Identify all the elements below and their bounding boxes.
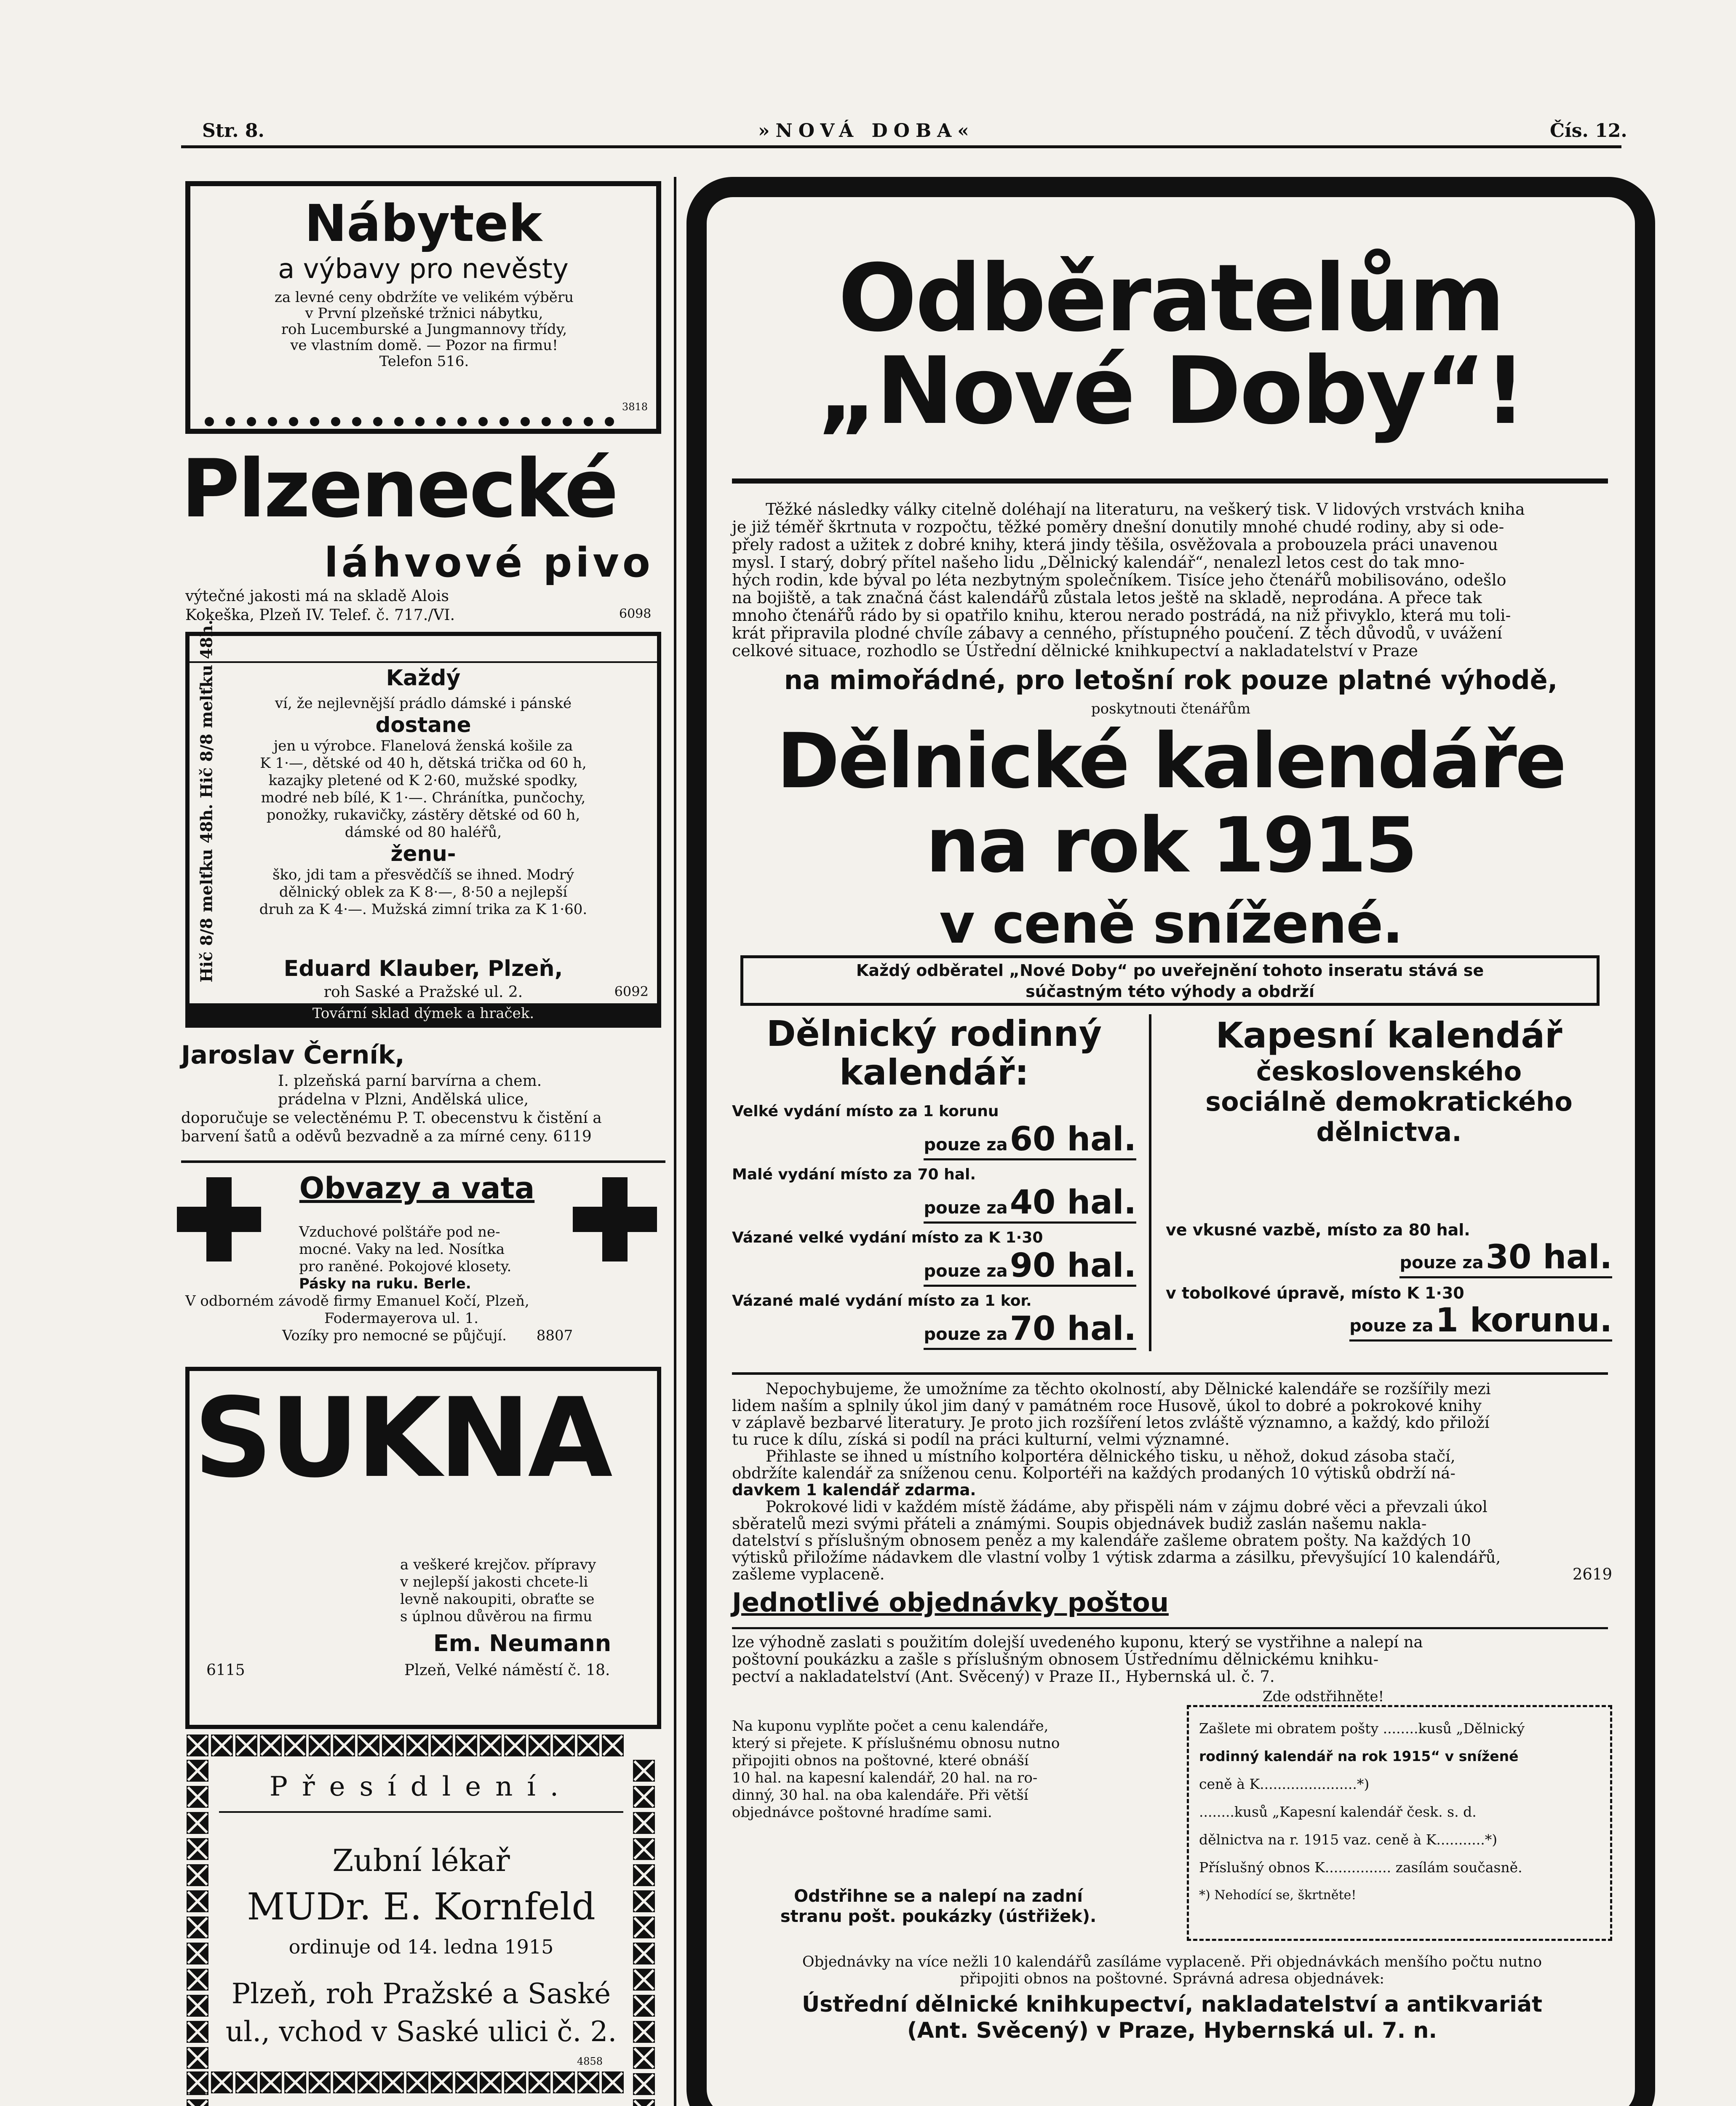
coupon-line: rodinný kalendář na rok 1915“ v snížené bbox=[1199, 1748, 1519, 1764]
klauber-line: dělnický oblek za K 8·—, 8·50 a nejlepší bbox=[279, 884, 568, 901]
para2-line: výtisků přiložíme nádavkem dle vlastní volby 1 výtisk zdarma a zásilku, převyšující 10 kalendářů, bbox=[732, 1548, 1501, 1566]
price-row bbox=[1166, 1221, 1612, 1284]
intro-line: celkové situace, rozhodlo se Ústřední dělnické knihkupectví a nakladatelství v Praze bbox=[732, 641, 1418, 660]
header-rule bbox=[181, 145, 1621, 148]
para3-line: pectví a nakladatelství (Ant. Svěcený) v Praze II., Hybernská ul. č. 7. bbox=[732, 1668, 1275, 1686]
klauber-ad bbox=[185, 620, 661, 1028]
price-value: 70 hal. bbox=[1010, 1310, 1136, 1348]
para2-code: 2619 bbox=[1572, 1565, 1612, 1583]
big-headline: na rok 1915 bbox=[925, 802, 1416, 890]
price-label: Vázané velké vydání místo za K 1·30 bbox=[732, 1229, 1043, 1246]
nabytek-ad bbox=[185, 181, 661, 434]
cut-note: Zde odstřihněte! bbox=[1263, 1688, 1384, 1705]
footer-line: připojiti obnos na poštovné. Správná adresa objednávek: bbox=[959, 1970, 1385, 1987]
kornfeld-l3: ordinuje od 14. ledna 1915 bbox=[288, 1935, 554, 1958]
klauber-line: ví, že nejlevnější prádlo dámské i pánské bbox=[275, 695, 572, 712]
para2-line: tu ruce k dílu, získá si podíl na práci kulturní, velmi významné. bbox=[732, 1430, 1230, 1449]
kornfeld-code: 4858 bbox=[577, 2055, 603, 2067]
nabytek-dots bbox=[199, 417, 620, 428]
price-value: 30 hal. bbox=[1485, 1238, 1612, 1276]
intro-line: Těžké následky války citelně doléhají na literaturu, na veškerý tisk. V lidových vrstvách kniha bbox=[766, 500, 1525, 518]
col1-title: kalendář: bbox=[839, 1052, 1029, 1093]
kornfeld-border-right bbox=[632, 1759, 657, 2106]
price-pouze: pouze za bbox=[924, 1261, 1008, 1281]
coupon-line: ........kusů „Kapesní kalendář česk. s. d. bbox=[1199, 1804, 1477, 1820]
price-pouze: pouze za bbox=[924, 1325, 1008, 1344]
intro-line: hých rodin, kde býval po léta nezbytným společníkem. Tisíce jeho čtenářů mobilisováno, odešlo bbox=[732, 571, 1506, 589]
obvazy-line: Fodermayerova ul. 1. bbox=[324, 1310, 479, 1327]
kornfeld-border-bottom bbox=[185, 2070, 625, 2096]
jednotlive-heading: Jednotlivé objednávky poštou bbox=[732, 1587, 1169, 1618]
page-number: Str. 8. bbox=[202, 120, 264, 142]
sukna-neumann-firm: Em. Neumann bbox=[433, 1630, 612, 1657]
kornfeld-l5: ul., vchod v Saské ulici č. 2. bbox=[225, 2015, 617, 2048]
klauber-line: dámské od 80 haléřů, bbox=[345, 824, 502, 841]
coupon-left-line: objednávce poštovné hradíme sami. bbox=[732, 1804, 992, 1821]
para2-line: Nepochybujeme, že umožníme za těchto okolností, aby Dělnické kalendáře se rozšířily mezi bbox=[766, 1380, 1491, 1398]
col2-title: Kapesní kalendář bbox=[1215, 1015, 1562, 1056]
intro-line: mysl. I starý, dobrý přítel našeho lidu „Dělnický kalendář“, nenalezl letos cest do tak mno- bbox=[732, 553, 1465, 572]
para2-line: lidem naším a splnily úkol jim daný v památném roce Husově, úkol to dobré a pokrokové knihy bbox=[732, 1397, 1482, 1415]
klauber-line: ženu- bbox=[390, 842, 456, 866]
klauber-address: roh Saské a Pražské ul. 2. bbox=[323, 984, 523, 1001]
kornfeld-l1: Zubní lékař bbox=[332, 1843, 510, 1878]
footer-address: (Ant. Svěcený) v Praze, Hybernská ul. 7. n. bbox=[907, 2018, 1437, 2043]
cernik-line: barvení šatů a oděvů bezvadně a za mírné ceny. bbox=[181, 1128, 548, 1145]
sukna-neumann-address: Plzeň, Velké náměstí č. 18. bbox=[404, 1662, 610, 1679]
intro-line: je již téměř škrtnuta v rozpočtu, těžké poměry dnešní donutily mnohé chudé rodiny, aby si ode- bbox=[732, 518, 1504, 536]
col1-title: Dělnický rodinný bbox=[766, 1013, 1102, 1054]
price-label: Velké vydání místo za 1 korunu bbox=[732, 1103, 999, 1120]
nabytek-subtitle: a výbavy pro nevěsty bbox=[278, 254, 569, 285]
cernik-code: 6119 bbox=[553, 1128, 592, 1145]
offer-sub: poskytnouti čtenářům bbox=[1091, 700, 1251, 717]
price-row bbox=[732, 1292, 1136, 1355]
coupon-left-note: Odstřihne se a nalepí na zadní bbox=[794, 1887, 1083, 1906]
coupon-left-line: který si přejete. K příslušnému obnosu nutno bbox=[732, 1735, 1060, 1752]
price-value: 40 hal. bbox=[1010, 1184, 1136, 1221]
klauber-title: Každý bbox=[386, 665, 461, 691]
price-value: 60 hal. bbox=[1010, 1120, 1136, 1158]
price-label: Vázané malé vydání místo za 1 kor. bbox=[732, 1292, 1032, 1310]
sukna-neumann-code: 6115 bbox=[206, 1662, 245, 1679]
column-divider bbox=[674, 177, 676, 2106]
obvazy-line: Pásky na ruku. Berle. bbox=[299, 1275, 471, 1292]
coupon-line: *) Nehodící se, škrtněte! bbox=[1199, 1888, 1357, 1903]
coupon-left-line: dinný, 30 hal. na oba kalendáře. Při větší bbox=[732, 1787, 1028, 1804]
kornfeld-border-top bbox=[185, 1733, 625, 1759]
para2-line: v záplavě bezbarvé literatury. Je proto jich rozšíření letos zvláště významno, a každý, kdo přiloží bbox=[732, 1414, 1490, 1432]
price-row bbox=[1166, 1284, 1612, 1347]
obvazy-code: 8807 bbox=[536, 1327, 573, 1344]
obvazy-line: mocné. Vaky na led. Nosítka bbox=[299, 1241, 505, 1258]
sukna-neumann-line: v nejlepší jakosti chcete-li bbox=[400, 1574, 588, 1590]
klauber-line: K 1·—, dětské od 40 h, dětská trička od 60 h, bbox=[260, 755, 587, 772]
price-row bbox=[732, 1229, 1136, 1292]
coupon-line: ceně à K......................*) bbox=[1199, 1776, 1370, 1792]
footer-line: Objednávky na více nežli 10 kalendářů zasíláme vyplaceně. Při objednávkách menšího počtu nutno bbox=[802, 1954, 1542, 1970]
klauber-side-text: Hič 8/8 melťku 48h. Hič 8/8 melťku 48h. bbox=[197, 620, 216, 983]
para2-line: Přihlaste se ihned u místního kolportéra dělnického tisku, u něhož, dokud zásoba stačí, bbox=[766, 1447, 1456, 1465]
intro-line: krát připravila plodné chvíle zábavy a cenného, přístupného poučení. Z těch důvodů, v uvážení bbox=[732, 624, 1502, 642]
obvazy-rule bbox=[181, 1160, 665, 1163]
nabytek-line: Telefon 516. bbox=[379, 353, 469, 370]
big-headline: v ceně snížené. bbox=[939, 892, 1402, 956]
price-row bbox=[732, 1166, 1136, 1229]
kornfeld-l4: Plzeň, roh Pražské a Saské bbox=[231, 1978, 611, 2010]
order-coupon[interactable] bbox=[1187, 1705, 1612, 1941]
para2-line: datelství s příslušným obnosem peněz a my kalendáře zašleme obratem pošty. Na každých 10 bbox=[732, 1531, 1471, 1550]
obvazy-line: Vozíky pro nemocné se půjčují. bbox=[282, 1327, 507, 1344]
coupon-line: Příslušný obnos K............... zasílám současně. bbox=[1199, 1859, 1522, 1876]
cernik-title: Jaroslav Černík, bbox=[181, 1040, 405, 1070]
big-headline: Dělnické kalendáře bbox=[777, 717, 1565, 805]
pivo-line: Kokeška, Plzeň IV. Telef. č. 717./VI. bbox=[185, 607, 455, 624]
para3-line: lze výhodně zaslati s použitím dolejší uvedeného kuponu, který se vystřihne a nalepí na bbox=[732, 1633, 1423, 1651]
price-pouze: pouze za bbox=[924, 1198, 1008, 1218]
col2-sub: dělnictva. bbox=[1316, 1117, 1462, 1147]
pivo-subtitle: láhvové pivo bbox=[324, 539, 654, 586]
klauber-code: 6092 bbox=[614, 984, 649, 1000]
obvazy-line: pro raněné. Pokojové klosety. bbox=[299, 1258, 512, 1275]
klauber-line: modré neb bílé, K 1·—. Chránítka, punčochy, bbox=[261, 789, 586, 806]
nabytek-title: Nábytek bbox=[304, 195, 542, 253]
price-value: 1 korunu. bbox=[1435, 1302, 1612, 1339]
nabytek-code: 3818 bbox=[622, 401, 648, 413]
coupon-line: Zašlete mi obratem pošty ........kusů „Dělnický bbox=[1199, 1720, 1525, 1737]
footer-address: Ústřední dělnické knihkupectví, nakladatelství a antikvariát bbox=[802, 1992, 1542, 2017]
kornfeld-heading: Přesídlení. bbox=[269, 1771, 573, 1802]
sukna-neumann-line: a veškeré krejčov. přípravy bbox=[400, 1556, 596, 1573]
nabytek-line: roh Lucemburské a Jungmannovy třídy, bbox=[281, 321, 567, 338]
intro-line: přely radost a užitek z dobré knihy, která jindy těšila, osvěžovala a probouzela práci unavenou bbox=[732, 535, 1498, 554]
price-label: v tobolkové úpravě, místo K 1·30 bbox=[1166, 1284, 1464, 1302]
coupon-left-line: Na kuponu vyplňte počet a cenu kalendáře, bbox=[732, 1718, 1049, 1735]
klauber-line: ponožky, rukavičky, zástěry dětské od 60 h, bbox=[266, 807, 580, 823]
klauber-line: dostane bbox=[375, 713, 471, 737]
nabytek-line: v První plzeňské tržnici nábytku, bbox=[305, 305, 543, 322]
klauber-firm: Eduard Klauber, Plzeň, bbox=[283, 956, 563, 981]
para3-line: poštovní poukázku a zašle s příslušným obnosem Ústřednímu dělnickému knihku- bbox=[732, 1650, 1379, 1668]
odberatelum-ad bbox=[686, 177, 1655, 2106]
price-label: Malé vydání místo za 70 hal. bbox=[732, 1166, 976, 1183]
kornfeld-l2: MUDr. E. Kornfeld bbox=[247, 1885, 596, 1928]
para2-line: zašleme vyplaceně. bbox=[732, 1565, 885, 1583]
para2-line: Pokrokové lidi v každém místě žádáme, aby přispěli nám v zájmu dobré věci a převzali úkol bbox=[766, 1498, 1488, 1516]
coupon-left-line: 10 hal. na kapesní kalendář, 20 hal. na ro- bbox=[732, 1769, 1038, 1786]
klauber-line: ško, jdi tam a přesvědčíš se ihned. Modrý bbox=[272, 866, 574, 883]
cernik-line: I. plzeňská parní barvírna a chem. bbox=[278, 1072, 542, 1090]
coupon-left-line: připojiti obnos na poštovné, které obnáší bbox=[732, 1752, 1029, 1769]
klauber-line: kazajky pletené od K 2·60, mužské spodky, bbox=[268, 772, 578, 789]
kornfeld-ad bbox=[185, 1733, 661, 2106]
coupon-line: dělnictva na r. 1915 vaz. ceně à K...........*) bbox=[1199, 1831, 1498, 1848]
price-pouze: pouze za bbox=[1349, 1316, 1434, 1336]
intro-line: na bojiště, a tak značná část kalendářů zůstala letos ještě na skladě, neprodána. A přece tak bbox=[732, 588, 1482, 607]
klauber-line: druh za K 4·—. Mužská zimní trika za K 1·60. bbox=[259, 901, 588, 918]
sukna-neumann-line: s úplnou důvěrou na firmu bbox=[400, 1608, 593, 1625]
para2-line: sběratelů mezi svými přáteli a známými. Soupis objednávek budiž zaslán našemu nakla- bbox=[732, 1515, 1427, 1533]
obvazy-line: V odborném závodě firmy Emanuel Kočí, Plzeň, bbox=[185, 1293, 529, 1310]
kornfeld-border-left bbox=[185, 1759, 211, 2106]
coupon-left-note: stranu pošt. poukázky (ústřižek). bbox=[780, 1907, 1097, 1926]
masthead-title: »NOVÁ DOBA« bbox=[758, 120, 975, 142]
price-pouze: pouze za bbox=[1399, 1253, 1484, 1272]
sukna-neumann-title: SUKNA bbox=[194, 1375, 610, 1502]
issue-number: Čís. 12. bbox=[1550, 120, 1627, 142]
nabytek-line: ve vlastním domě. — Pozor na firmu! bbox=[290, 337, 558, 354]
cernik-line: doporučuje se velectěnému P. T. obecenstvu k čistění a bbox=[181, 1109, 602, 1127]
offer-line: na mimořádné, pro letošní rok pouze platné výhodě, bbox=[784, 665, 1558, 695]
pivo-title: Plzenecké bbox=[181, 442, 617, 535]
price-value: 90 hal. bbox=[1010, 1247, 1136, 1285]
intro-line: mnoho čtenářů rádo by si opatřilo knihu, kterou nerado postrádá, na niž přivyklo, která mu toli- bbox=[732, 606, 1511, 625]
odberatelum-title2: „Nové Doby“! bbox=[817, 337, 1525, 445]
obvazy-line: Vzduchové polštáře pod ne- bbox=[299, 1224, 500, 1240]
odberatelum-title1: Odběratelům bbox=[838, 244, 1504, 352]
price-row bbox=[732, 1103, 1136, 1166]
cernik-line: prádelna v Plzni, Andělská ulice, bbox=[278, 1091, 529, 1108]
price-pouze: pouze za bbox=[924, 1135, 1008, 1155]
notice-line: Každý odběratel „Nové Doby“ po uveřejnění tohoto inseratu stává se bbox=[856, 961, 1484, 980]
price-label: ve vkusné vazbě, místo za 80 hal. bbox=[1166, 1221, 1470, 1239]
pivo-code: 6098 bbox=[619, 607, 652, 621]
nabytek-line: za levné ceny obdržíte ve velikém výběru bbox=[274, 289, 574, 306]
obvazy-title: Obvazy a vata bbox=[299, 1171, 535, 1205]
col2-sub: československého bbox=[1256, 1056, 1522, 1087]
para2-line: davkem 1 kalendář zdarma. bbox=[732, 1481, 976, 1499]
sukna-neumann-line: levně nakoupiti, obraťte se bbox=[400, 1591, 595, 1608]
notice-line: súčastným této výhody a obdrží bbox=[1026, 982, 1314, 1001]
klauber-footer: Tovární sklad dýmek a hraček. bbox=[190, 1003, 657, 1024]
pivo-line: výtečné jakosti má na skladě Alois bbox=[185, 588, 449, 605]
col2-sub: sociálně demokratického bbox=[1205, 1086, 1573, 1117]
klauber-line: jen u výrobce. Flanelová ženská košile za bbox=[273, 738, 573, 754]
para2-line: obdržíte kalendář za sníženou cenu. Kolportéři na každých prodaných 10 výtisků obdrží ná- bbox=[732, 1464, 1456, 1482]
sukna-neumann-ad bbox=[185, 1367, 661, 1729]
